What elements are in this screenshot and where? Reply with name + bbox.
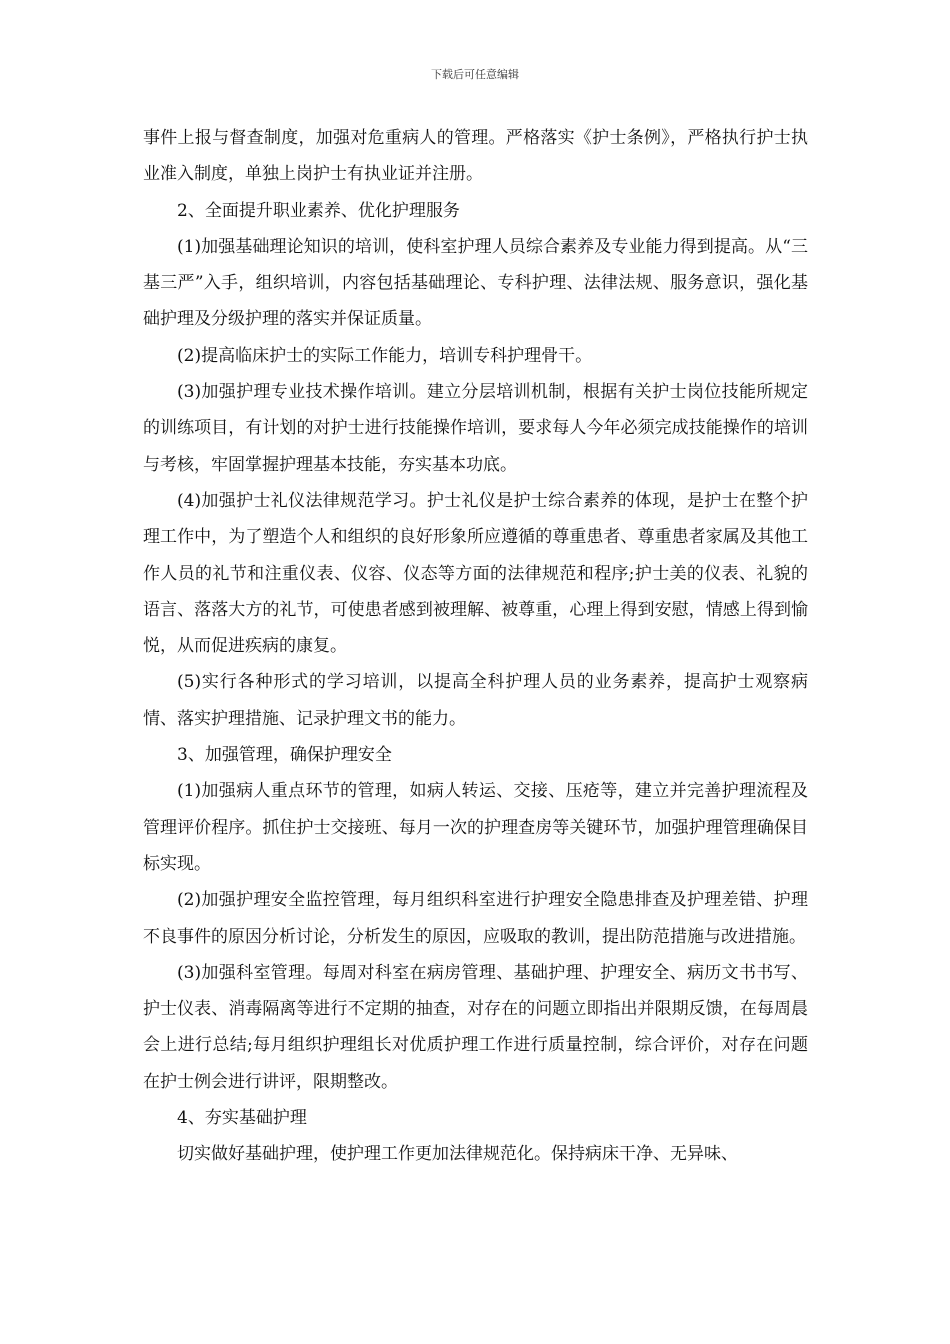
- paragraph: (2)提高临床护士的实际工作能力，培训专科护理骨干。: [177, 345, 593, 366]
- paragraph: 3、加强管理，确保护理安全: [177, 745, 392, 766]
- paragraph: (2)加强护理安全监控管理，每月组织科室进行护理安全隐患排查及护理差错、护理不良事件的原因分析讨论，分析发生的原因，应吸取的教训，提出防范措施与改进措施。: [143, 890, 808, 947]
- paragraph: 4、夯实基础护理: [177, 1108, 307, 1129]
- paragraph: 2、全面提升职业素养、优化护理服务: [177, 200, 460, 221]
- paragraph: 事件上报与督查制度，加强对危重病人的管理。严格落实《护士条例》，严格执行护士执业准入制度，单独上岗护士有执业证并注册。: [143, 128, 808, 185]
- page-header: 下载后可任意编辑: [431, 68, 519, 81]
- paragraph: (4)加强护士礼仪法律规范学习。护士礼仪是护士综合素养的体现，是护士在整个护理工作中，为了塑造个人和组织的良好形象所应遵循的尊重患者、尊重患者家属及其他工作人员的礼节和注重仪表、仪容、仪态等方面的法律规范和程序;护士美的仪表、礼貌的语言、落落大方的礼节，可使患者感到被理解、被尊重，心理上得到安慰，情感上得到愉悦，从而促进疾病的康复。: [143, 490, 808, 657]
- paragraph: (5)实行各种形式的学习培训，以提高全科护理人员的业务素养，提高护士观察病情、落实护理措施、记录护理文书的能力。: [143, 672, 808, 729]
- paragraph: (1)加强基础理论知识的培训，使科室护理人员综合素养及专业能力得到提高。从“三基三严”入手，组织培训，内容包括基础理论、专科护理、法律法规、服务意识，强化基础护理及分级护理的落实并保证质量。: [143, 236, 808, 330]
- paragraph: (3)加强科室管理。每周对科室在病房管理、基础护理、护理安全、病历文书书写、护士仪表、消毒隔离等进行不定期的抽查，对存在的问题立即指出并限期反馈，在每周晨会上进行总结;每月组织护理组长对优质护理工作进行质量控制，综合评价，对存在问题在护士例会进行讲评，限期整改。: [143, 962, 808, 1092]
- paragraph: (1)加强病人重点环节的管理，如病人转运、交接、压疮等，建立并完善护理流程及管理评价程序。抓住护士交接班、每月一次的护理查房等关键环节，加强护理管理确保目标实现。: [143, 781, 808, 874]
- paragraph: 切实做好基础护理，使护理工作更加法律规范化。保持病床干净、无异味、: [177, 1144, 738, 1165]
- document-body: [143, 120, 808, 1173]
- paragraph: (3)加强护理专业技术操作培训。建立分层培训机制，根据有关护士岗位技能所规定的训练项目，有计划的对护士进行技能操作培训，要求每人今年必须完成技能操作的培训与考核，牢固掌握护理基本技能，夯实基本功底。: [143, 382, 808, 475]
